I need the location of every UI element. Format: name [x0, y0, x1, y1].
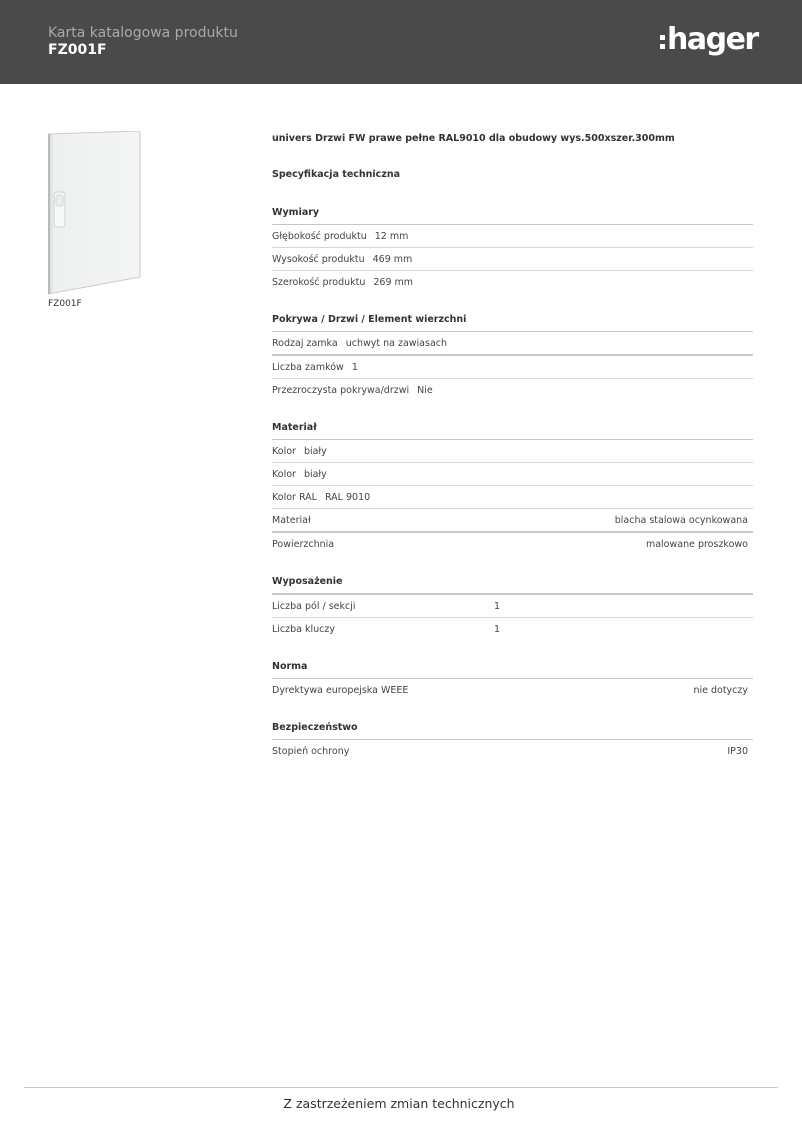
- spec-label: Liczba kluczy: [272, 623, 336, 635]
- section-title: Pokrywa / Drzwi / Element wierzchni: [272, 314, 467, 325]
- spec-label: Kolor: [272, 445, 296, 457]
- spec-label: Szerokość produktu: [272, 276, 366, 288]
- spec-label: Rodzaj zamka: [272, 337, 338, 349]
- spec-row: [272, 531, 753, 555]
- spec-value: 1: [494, 600, 501, 612]
- spec-label: Kolor: [272, 468, 296, 480]
- spec-row: [272, 739, 753, 762]
- spec-value: IP30: [727, 745, 748, 757]
- spec-value: 269 mm: [373, 276, 414, 288]
- section-material: [272, 417, 753, 555]
- section-bezpieczenstwo: [272, 717, 753, 762]
- section-title: Wyposażenie: [272, 576, 343, 587]
- section-wyposazenie: [272, 571, 753, 640]
- section-title: Materiał: [272, 422, 317, 433]
- spec-label: Głębokość produktu: [272, 230, 367, 242]
- spec-value: RAL 9010: [324, 491, 371, 503]
- spec-row: [272, 678, 753, 701]
- spec-row: [272, 331, 753, 354]
- section-title: Bezpieczeństwo: [272, 722, 358, 733]
- section-title: Norma: [272, 661, 308, 672]
- spec-content: [272, 130, 753, 762]
- spec-value: blacha stalowa ocynkowana: [614, 514, 748, 526]
- logo-text: hager: [667, 22, 758, 57]
- footer-note: Z zastrzeżeniem zmian technicznych: [283, 1096, 515, 1111]
- door-panel-icon: [48, 131, 142, 295]
- spec-label: Liczba zamków: [272, 361, 344, 373]
- logo-dots-icon: [660, 35, 665, 49]
- spec-label: Stopień ochrony: [272, 745, 350, 757]
- spec-label: Materiał: [272, 514, 311, 526]
- spec-value: biały: [303, 445, 327, 457]
- spec-row: [272, 617, 753, 640]
- document-subtitle: Karta katalogowa produktu: [48, 25, 238, 41]
- spec-row: [272, 508, 753, 531]
- spec-value: malowane proszkowo: [645, 538, 748, 550]
- product-image: [48, 131, 142, 295]
- section-norma: [272, 656, 753, 701]
- spec-value: uchwyt na zawiasach: [345, 337, 448, 349]
- spec-row: [272, 270, 753, 293]
- spec-row: [272, 485, 753, 508]
- section-pokrywa: [272, 309, 753, 401]
- spec-value: biały: [303, 468, 327, 480]
- section-wymiary: [272, 202, 753, 293]
- footer-divider: [24, 1087, 778, 1088]
- spec-row: [272, 462, 753, 485]
- spec-row: [272, 378, 753, 401]
- hager-logo: [660, 22, 758, 58]
- spec-value: Nie: [417, 384, 433, 396]
- spec-label: Liczba pól / sekcji: [272, 600, 356, 612]
- spec-row: [272, 224, 753, 247]
- header-bar: [0, 0, 802, 84]
- spec-value: 469 mm: [372, 253, 413, 265]
- spec-value: nie dotyczy: [693, 684, 748, 696]
- spec-row: [272, 354, 753, 378]
- spec-value: 1: [351, 361, 358, 373]
- product-code: FZ001F: [48, 42, 107, 58]
- spec-heading: Specyfikacja techniczna: [272, 169, 401, 180]
- spec-label: Przezroczysta pokrywa/drzwi: [272, 384, 410, 396]
- spec-value: 1: [494, 623, 501, 635]
- spec-row: [272, 439, 753, 462]
- spec-row: [272, 593, 753, 617]
- image-caption: FZ001F: [48, 299, 82, 309]
- spec-row: [272, 247, 753, 270]
- product-title: univers Drzwi FW prawe pełne RAL9010 dla obudowy wys.500xszer.300mm: [272, 133, 675, 144]
- spec-label: Kolor RAL: [272, 491, 317, 503]
- spec-value: 12 mm: [374, 230, 409, 242]
- spec-label: Dyrektywa europejska WEEE: [272, 684, 409, 696]
- spec-label: Powierzchnia: [272, 538, 335, 550]
- section-title: Wymiary: [272, 207, 320, 218]
- spec-label: Wysokość produktu: [272, 253, 365, 265]
